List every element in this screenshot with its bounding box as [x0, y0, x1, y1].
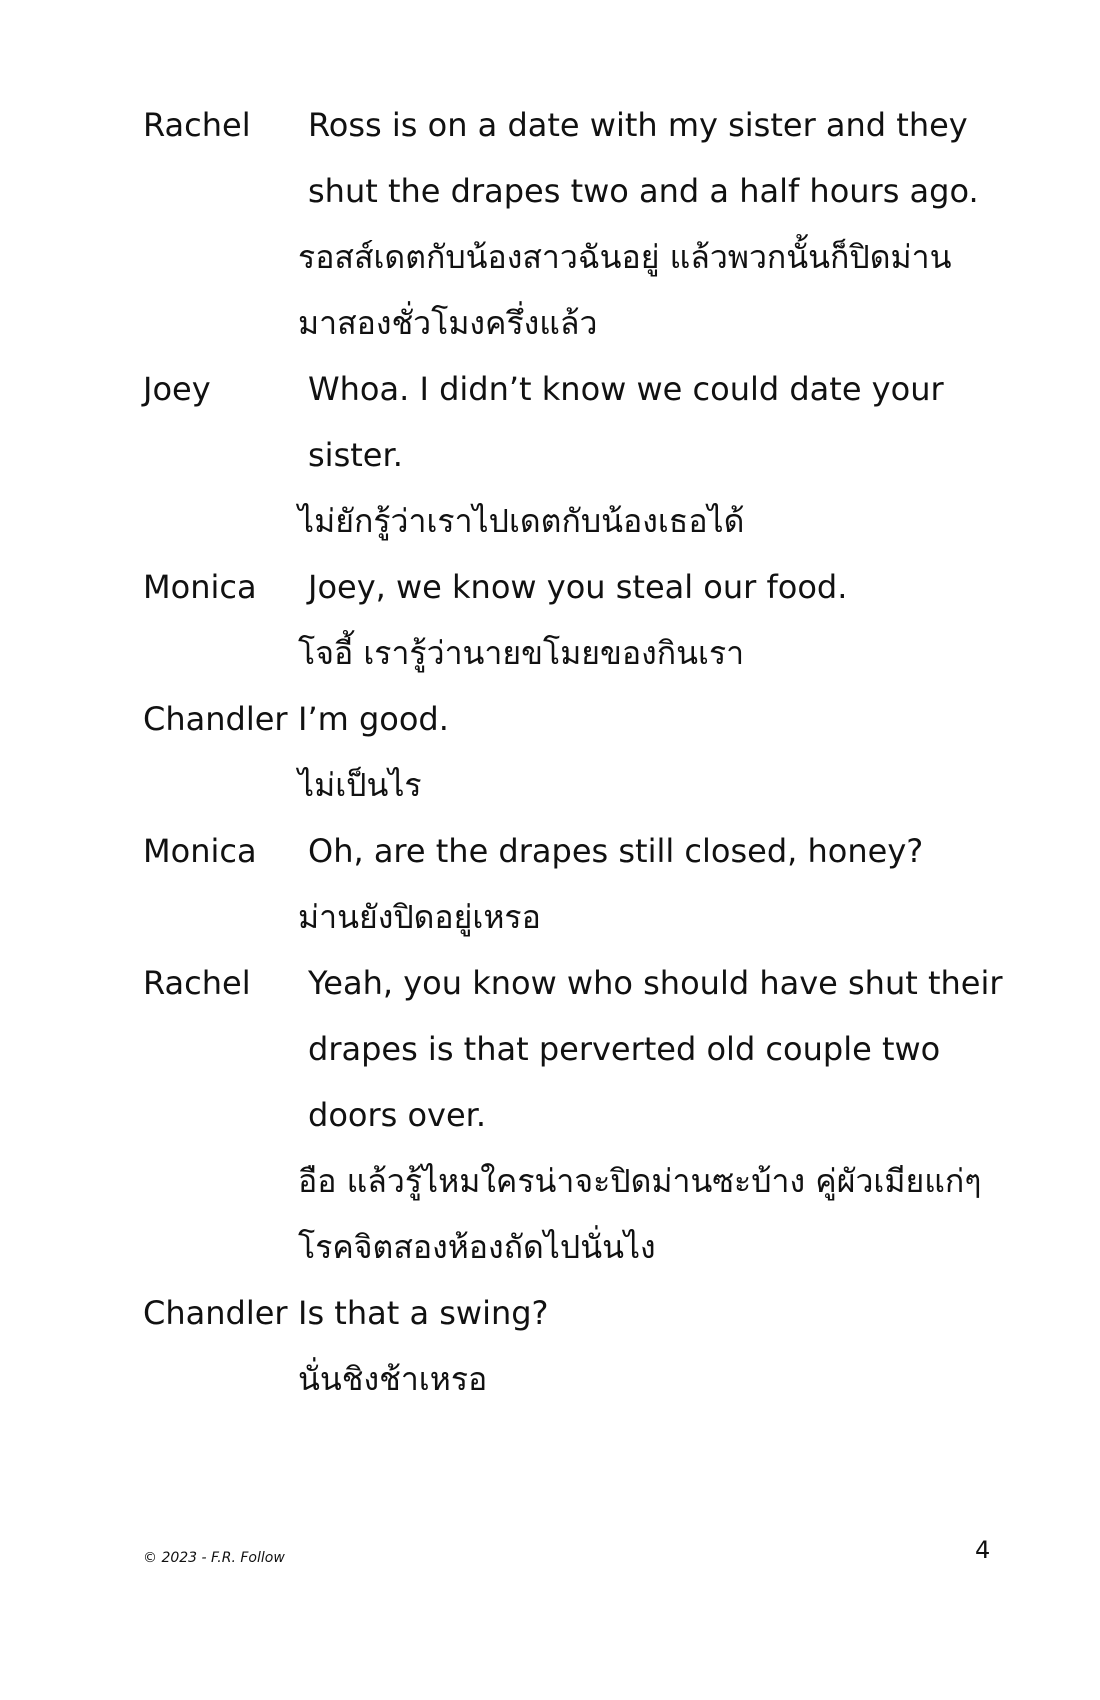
dialogue-entry [143, 818, 1003, 950]
dialogue-entry [143, 92, 1003, 356]
english-line: Oh, are the drapes still closed, honey? [308, 832, 924, 870]
speaker-name: Chandler [143, 1294, 288, 1332]
english-line: Joey, we know you steal our food. [308, 568, 848, 606]
thai-translation: โจอี้ เรารู้ว่านายขโมยของกินเรา [298, 634, 745, 672]
speech-block [298, 554, 1003, 686]
speech-block [298, 818, 1003, 950]
english-line: Is that a swing? [298, 1294, 549, 1332]
english-line: Ross is on a date with my sister and they shut the drapes two and a half hours ago. [308, 106, 979, 210]
english-line: I’m good. [298, 700, 449, 738]
speaker-name: Monica [143, 568, 257, 606]
thai-translation: ไม่เป็นไร [298, 766, 422, 804]
speaker-name: Chandler [143, 700, 288, 738]
dialogue-entry [143, 554, 1003, 686]
copyright-footer: © 2023 - F.R. Follow [143, 1550, 285, 1566]
speech-block [298, 356, 1003, 554]
speaker-name: Monica [143, 832, 257, 870]
thai-translation: อือ แล้วรู้ไหมใครน่าจะปิดม่านซะบ้าง คู่ผัวเมียแก่ๆ โรคจิตสองห้องถัดไปนั่นไง [298, 1162, 982, 1266]
speaker-name: Rachel [143, 106, 251, 144]
dialogue-script [143, 92, 1003, 1412]
dialogue-entry [143, 1280, 1003, 1412]
speech-block [298, 1280, 1003, 1412]
thai-translation: นั่นชิงช้าเหรอ [298, 1360, 488, 1398]
speaker-name: Rachel [143, 964, 251, 1002]
speaker-name: Joey [143, 370, 211, 408]
dialogue-entry [143, 356, 1003, 554]
dialogue-entry [143, 686, 1003, 818]
page-number: 4 [975, 1536, 991, 1564]
thai-translation: รอสส์เดตกับน้องสาวฉันอยู่ แล้วพวกนั้นก็ปิดม่านมาสองชั่วโมงครึ่งแล้ว [298, 238, 952, 342]
speech-block [298, 92, 1003, 356]
thai-translation: ม่านยังปิดอยู่เหรอ [298, 898, 541, 936]
speech-block [298, 686, 1003, 818]
thai-translation: ไม่ยักรู้ว่าเราไปเดตกับน้องเธอได้ [298, 502, 745, 540]
dialogue-entry [143, 950, 1003, 1280]
english-line: Yeah, you know who should have shut their drapes is that perverted old couple two doors over. [308, 964, 1003, 1134]
speech-block [298, 950, 1003, 1280]
english-line: Whoa. I didn’t know we could date your sister. [308, 370, 944, 474]
